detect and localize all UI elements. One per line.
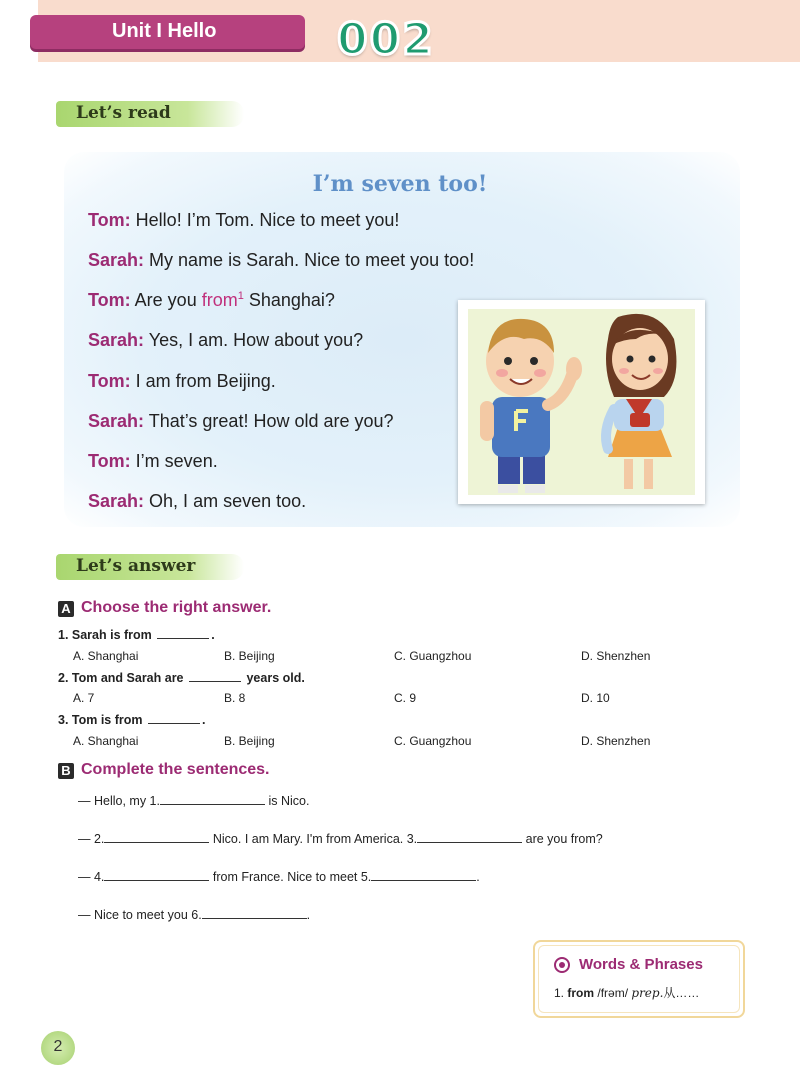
q3-option-b[interactable]: B. Beijing <box>224 734 275 748</box>
fill-blank-6[interactable] <box>202 908 307 919</box>
sentence-text: . <box>476 870 480 884</box>
part-b-badge: B <box>58 763 74 779</box>
speaker: Tom: <box>88 210 131 230</box>
sentence-text: — Hello, my 1. <box>78 794 160 808</box>
dialogue-line-2 <box>88 250 474 271</box>
dialogue-text: I’m seven. <box>135 451 218 471</box>
dialogue-line-5 <box>88 371 276 392</box>
dialogue-line-3 <box>88 290 335 311</box>
question-text-end: . <box>211 628 215 642</box>
dialogue-text: Hello! I’m Tom. Nice to meet you! <box>135 210 400 230</box>
q2-option-b[interactable]: B. 8 <box>224 691 246 705</box>
part-a-instruction: Choose the right answer. <box>81 599 272 616</box>
words-phrases-box <box>533 940 745 1018</box>
question-text: 1. Sarah is from <box>58 628 152 642</box>
fill-blank-1[interactable] <box>160 794 265 805</box>
answer-blank[interactable] <box>189 671 241 682</box>
q1-option-a[interactable]: A. Shanghai <box>73 649 139 663</box>
fill-blank-4[interactable] <box>104 870 209 881</box>
fill-blank-2[interactable] <box>104 832 209 843</box>
page-number: 2 <box>53 1038 63 1055</box>
footnote-marker: 1 <box>237 290 244 302</box>
q3-option-d[interactable]: D. Shenzhen <box>581 734 651 748</box>
entry-word: from <box>567 986 595 1000</box>
question-2 <box>58 671 305 685</box>
q2-option-a[interactable]: A. 7 <box>73 691 95 705</box>
dialogue-text: My name is Sarah. Nice to meet you too! <box>149 250 475 270</box>
boy-figure <box>480 319 582 493</box>
illustration-tom-and-sarah <box>468 309 695 495</box>
q2-option-c[interactable]: C. 9 <box>394 691 417 705</box>
q3-option-c[interactable]: C. Guangzhou <box>394 734 472 748</box>
sentence-line-4 <box>78 908 310 922</box>
speaker: Sarah: <box>88 250 145 270</box>
answer-blank[interactable] <box>148 713 200 724</box>
sentence-text: — 4. <box>78 870 105 884</box>
reading-title: I’m seven too! <box>312 171 488 197</box>
entry-phonetic: /frəm/ <box>597 986 629 1000</box>
sentence-text: . <box>306 908 311 922</box>
question-3 <box>58 713 205 727</box>
vocab-entry <box>554 984 699 1001</box>
dialogue-line-7 <box>88 451 218 472</box>
sentence-text: are you from? <box>522 832 603 846</box>
speaker: Tom: <box>88 371 131 391</box>
unit-label: Unit I Hello <box>112 20 217 42</box>
dialogue-line-8 <box>88 491 306 512</box>
dialogue-line-4 <box>88 330 363 351</box>
sentence-text: — 2. <box>78 832 105 846</box>
dialogue-text-post: Shanghai? <box>243 290 335 310</box>
entry-num: 1. <box>554 986 565 1000</box>
question-text: 2. Tom and Sarah are <box>58 671 184 685</box>
q1-option-d[interactable]: D. Shenzhen <box>581 649 651 663</box>
dialogue-text-pre: Are you <box>134 290 202 310</box>
words-phrases-title: Words & Phrases <box>579 956 703 973</box>
girl-figure <box>606 314 676 489</box>
dialogue-line-6 <box>88 411 394 432</box>
speaker: Sarah: <box>88 411 145 431</box>
target-circle-icon <box>554 957 570 973</box>
dialogue-text: Yes, I am. How about you? <box>148 330 364 350</box>
question-1 <box>58 628 215 642</box>
q1-option-c[interactable]: C. Guangzhou <box>394 649 472 663</box>
part-a-badge: A <box>58 601 74 617</box>
lets-answer-banner <box>56 554 244 580</box>
dialogue-text: Oh, I am seven too. <box>149 491 307 511</box>
sentence-text: — Nice to meet you 6. <box>78 908 202 922</box>
q3-option-a[interactable]: A. Shanghai <box>73 734 139 748</box>
unit-tab <box>30 15 305 49</box>
q2-option-d[interactable]: D. 10 <box>581 691 610 705</box>
dialogue-text: I am from Beijing. <box>135 371 276 391</box>
entry-pos: prep. <box>631 986 664 1000</box>
page-code: 002 <box>337 14 435 65</box>
sentence-text: is Nico. <box>264 794 310 808</box>
page-number-badge <box>41 1031 75 1065</box>
speaker: Tom: <box>88 451 131 471</box>
highlighted-word <box>202 290 244 310</box>
question-text-end: years old. <box>246 671 305 685</box>
speaker: Sarah: <box>88 491 145 511</box>
speaker: Sarah: <box>88 330 145 350</box>
illustration-frame <box>458 300 705 504</box>
lets-answer-label: Let’s answer <box>76 556 196 576</box>
lets-read-banner <box>56 101 244 127</box>
answer-blank[interactable] <box>157 628 209 639</box>
question-text-end: . <box>202 713 206 727</box>
dialogue-line-1 <box>88 210 399 231</box>
lets-read-label: Let’s read <box>76 103 171 123</box>
sentence-text: from France. Nice to meet 5. <box>209 870 372 884</box>
fill-blank-3[interactable] <box>417 832 522 843</box>
kids-illustration <box>468 309 695 495</box>
entry-meaning: 从…… <box>663 986 700 1000</box>
fill-blank-5[interactable] <box>371 870 476 881</box>
highlight-text: from <box>201 290 238 310</box>
part-b-instruction: Complete the sentences. <box>81 761 270 778</box>
sentence-text: Nico. I am Mary. I'm from America. 3. <box>209 832 418 846</box>
sentence-line-2 <box>78 832 603 846</box>
question-text: 3. Tom is from <box>58 713 143 727</box>
speaker: Tom: <box>88 290 131 310</box>
sentence-line-1 <box>78 794 309 808</box>
sentence-line-3 <box>78 870 480 884</box>
dialogue-text: That’s great! How old are you? <box>148 411 394 431</box>
q1-option-b[interactable]: B. Beijing <box>224 649 275 663</box>
